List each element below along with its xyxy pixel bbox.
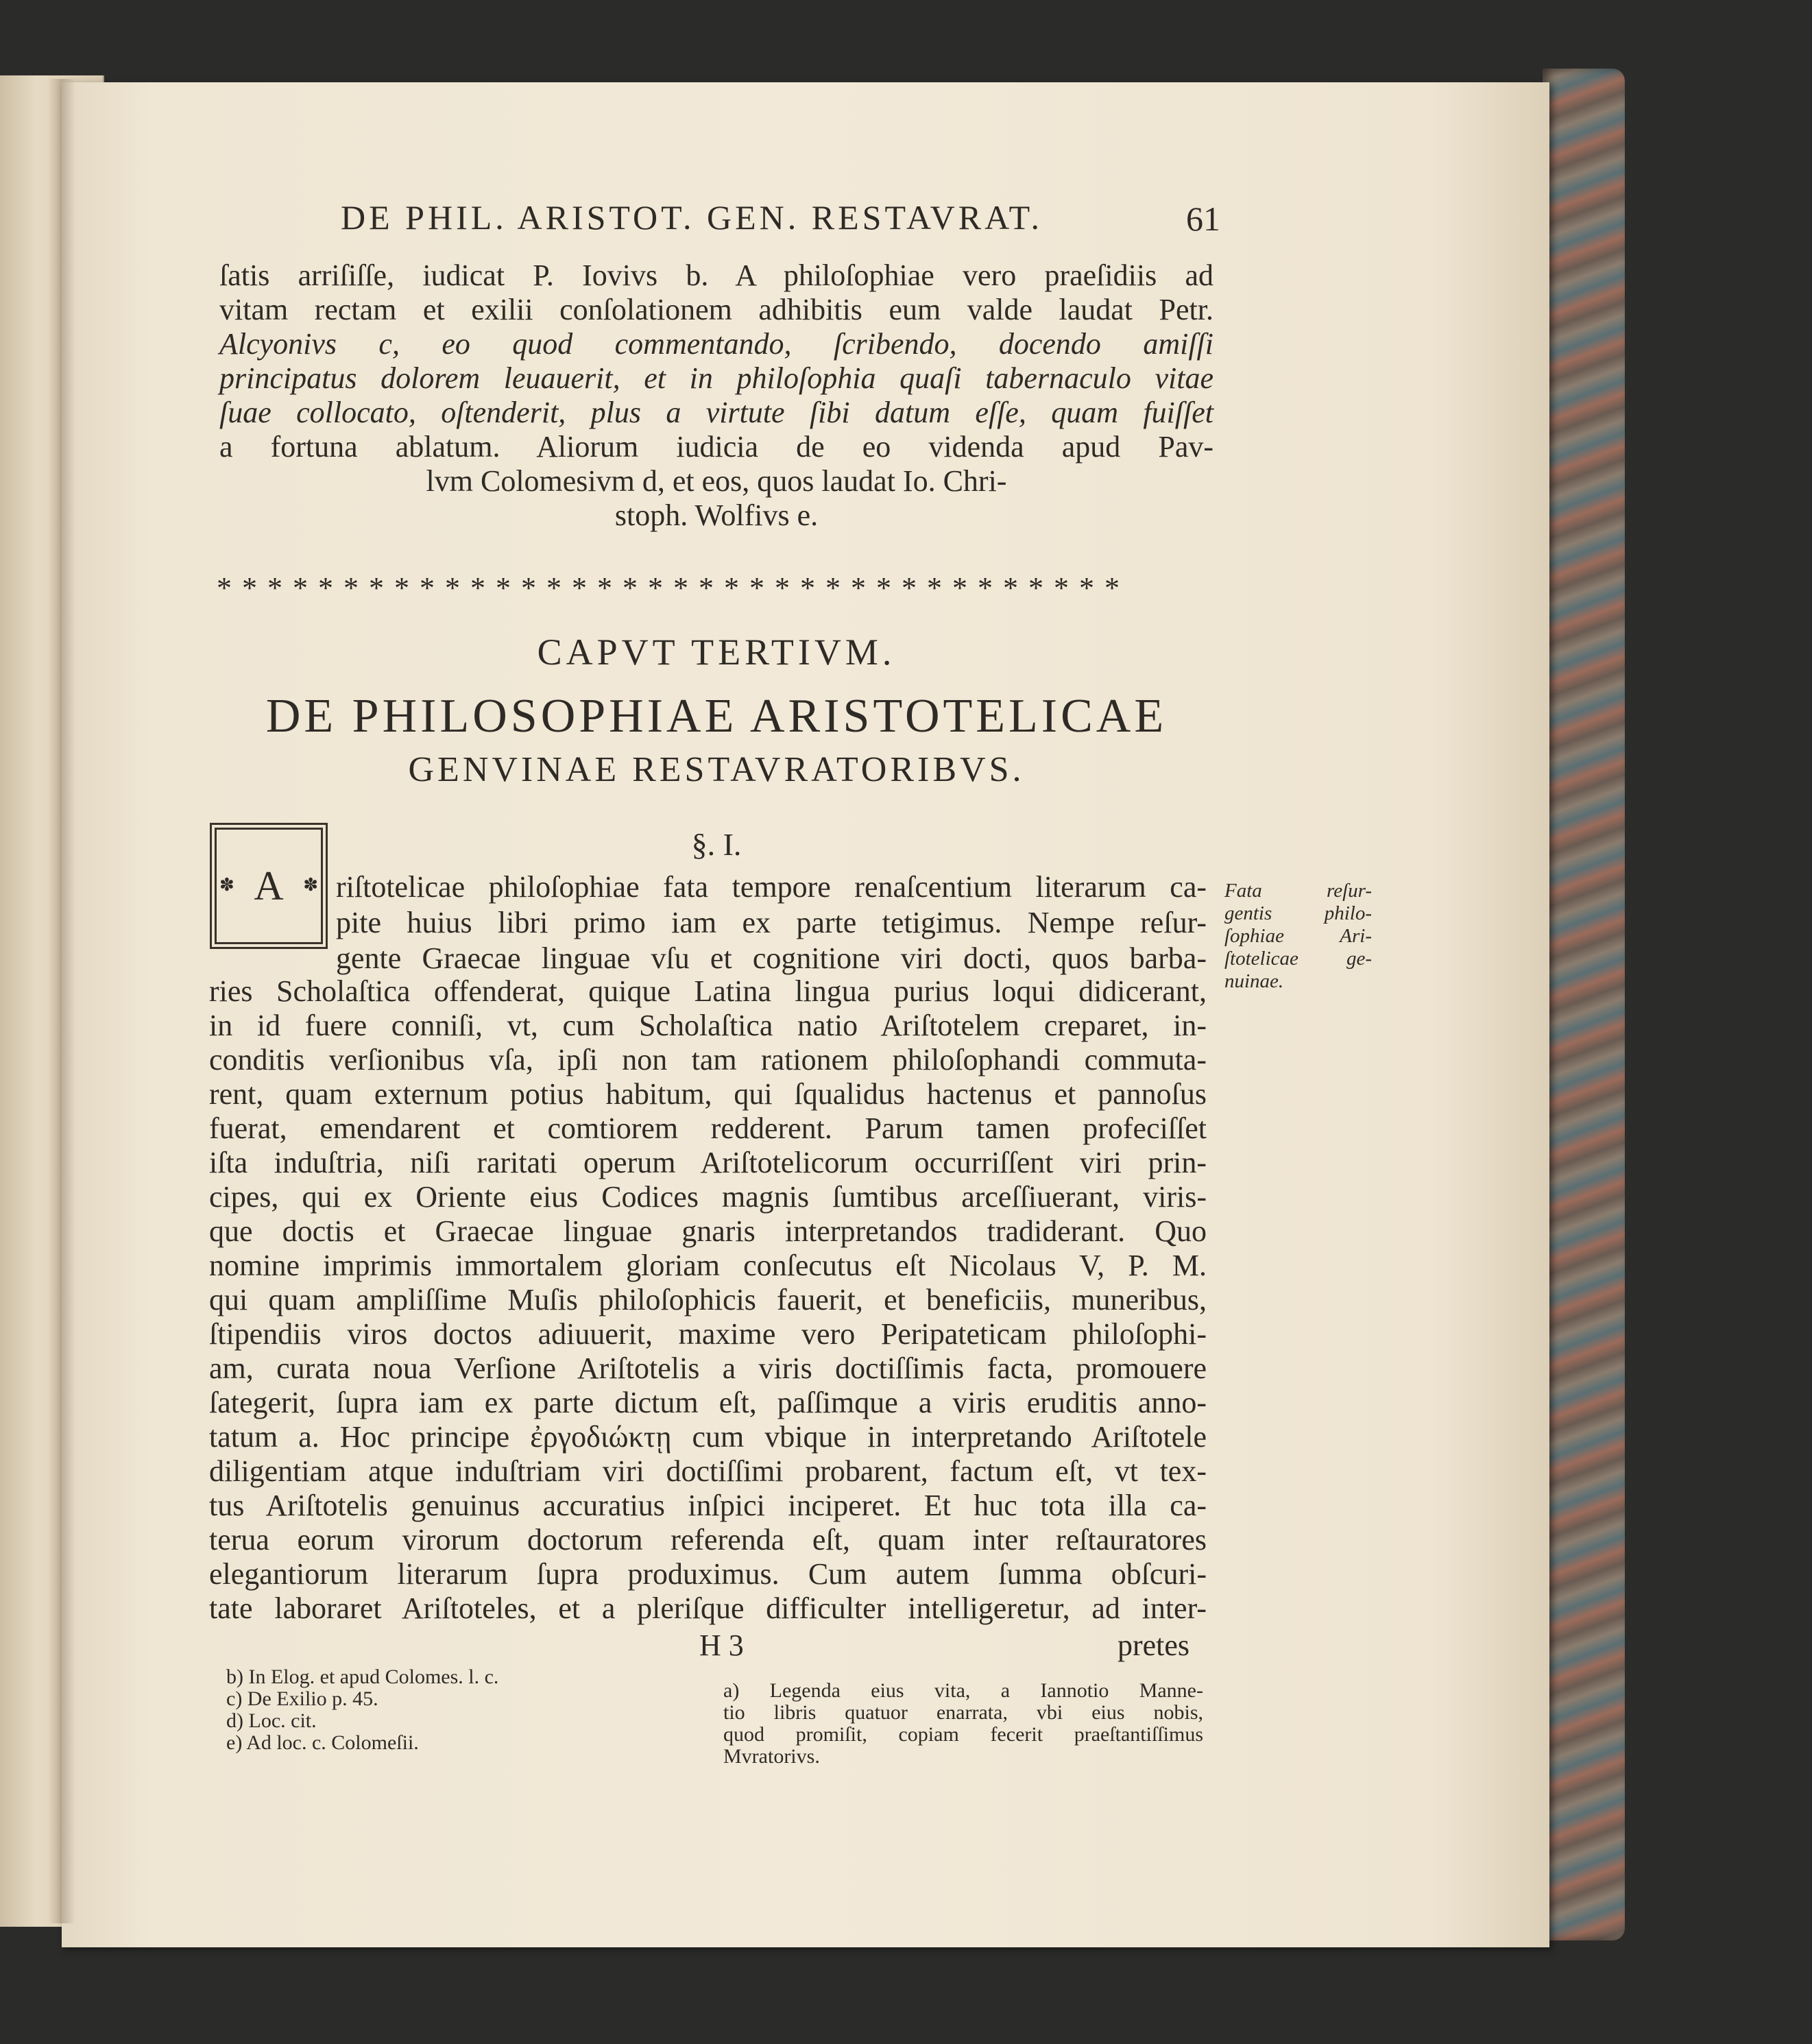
asterisk-separator: * * * * * * * * * * * * * * * * * * * * * * * * * * * * * * * * * * * *: [217, 571, 1121, 605]
marginal-note-line: Fata reſur-: [1224, 880, 1372, 902]
page-number: 61: [1186, 200, 1220, 238]
catchword: pretes: [1118, 1628, 1190, 1662]
text-line: a fortuna ablatum. Aliorum iudicia de eo videnda apud Pav-: [219, 430, 1213, 464]
footnote: e) Ad loc. c. Colomeſii.: [226, 1731, 419, 1754]
text-line: lvm Colomesivm d, et eos, quos laudat Io. Chri-: [426, 464, 1007, 498]
text-line: conditis verſionibus vſa, ipſi non tam rationem philoſophandi commuta-: [209, 1043, 1207, 1077]
text-line: ſategerit, ſupra iam ex parte dictum eſt, paſſimque a viris eruditis anno-: [209, 1386, 1207, 1419]
text-line: rent, quam externum potius habitum, qui ſqualidus hactenus et pannoſus: [209, 1077, 1207, 1111]
initial-letter: ✽ A: [254, 863, 284, 909]
text-line: nomine imprimis immortalem gloriam conſecutus eſt Nicolaus V, P. M.: [209, 1249, 1207, 1282]
running-head: DE PHIL. ARISTOT. GEN. RESTAVRAT.: [341, 198, 1043, 237]
footnote: b) In Elog. et apud Colomes. l. c.: [226, 1666, 499, 1688]
text-line: diligentiam atque induſtriam viri doctiſſimi probarent, factum eſt, vt tex-: [209, 1454, 1207, 1488]
footnote: d) Loc. cit.: [226, 1709, 317, 1732]
text-line: in id fuere conniſi, vt, cum Scholaſtica natio Ariſtotelem creparet, in-: [209, 1009, 1207, 1042]
text-line: fuerat, emendarent et comtiorem redderent. Parum tamen profeciſſet: [209, 1111, 1207, 1145]
text-line: riſtotelicae philoſophiae fata tempore renaſcentium literarum ca-: [336, 870, 1207, 904]
chapter-title-line-1: DE PHILOSOPHIAE ARISTOTELICAE: [265, 690, 1168, 743]
footnote: Mvratorivs.: [723, 1745, 820, 1768]
book-cover-edge: [1543, 69, 1625, 1940]
text-line: tatum a. Hoc principe ἐργοδιώκτῃ cum vbique in interpretando Ariſtotele: [209, 1420, 1207, 1454]
footnote: quod promiſit, copiam fecerit praeſtantiſſimus: [723, 1723, 1203, 1746]
signature-mark: H 3: [699, 1628, 744, 1662]
text-line: gente Graecae linguae vſu et cognitione viri docti, quos barba-: [336, 941, 1207, 975]
text-line: que doctis et Graecae linguae gnaris interpretandos tradiderant. Quo: [209, 1214, 1207, 1248]
footnote: tio libris quatuor enarrata, vbi eius nobis,: [723, 1701, 1203, 1724]
text-line: vitam rectam et exilii conſolationem adhibitis eum valde laudat Petr.: [219, 293, 1213, 326]
footnote: c) De Exilio p. 45.: [226, 1687, 378, 1710]
text-line: terua eorum virorum doctorum referenda eſt, quam inter reſtauratores: [209, 1523, 1207, 1556]
page-gutter-shadow: [48, 79, 75, 1923]
text-line: tus Ariſtotelis genuinus accuratius inſpici inciperet. Et huc tota illa ca-: [209, 1489, 1207, 1522]
text-line: am, curata noua Verſione Ariſtotelis a viris doctiſſimis facta, promouere: [209, 1351, 1207, 1385]
text-line: qui quam ampliſſime Muſis philoſophicis fauerit, et beneficiis, muneribus,: [209, 1283, 1207, 1316]
text-line: Alcyonivs c, eo quod commentando, ſcribendo, docendo amiſſi: [219, 327, 1213, 361]
chapter-label: CAPVT TERTIVM.: [537, 632, 896, 673]
marginal-note-line: ſtotelicae ge-: [1224, 948, 1372, 970]
marginal-note-line: ſophiae Ari-: [1224, 925, 1372, 947]
text-line: tate laboraret Ariſtoteles, et a pleriſque difficulter intelligeretur, ad inter-: [209, 1591, 1207, 1625]
ornamental-initial: [210, 823, 328, 949]
text-line: principatus dolorem leuauerit, et in philoſophia quaſi tabernaculo vitae: [219, 361, 1213, 395]
text-line: ſuae collocato, oſtenderit, plus a virtute ſibi datum eſſe, quam fuiſſet: [219, 396, 1213, 429]
text-line: ſatis arriſiſſe, iudicat P. Iovivs b. A philoſophiae vero praeſidiis ad: [219, 258, 1213, 292]
footnotes-left: [226, 1666, 498, 1754]
marginal-note-line: gentis philo-: [1224, 902, 1372, 924]
text-line: cipes, qui ex Oriente eius Codices magnis ſumtibus arceſſiuerant, viris-: [209, 1180, 1207, 1214]
text-line: ſtipendiis viros doctos adiuuerit, maxime vero Peripateticam philoſophi-: [209, 1317, 1207, 1351]
footnotes-right: [723, 1680, 1203, 1768]
text-line: iſta induſtria, niſi raritati operum Ariſtotelicorum occurriſſent viri prin-: [209, 1146, 1207, 1179]
text-line: ries Scholaſtica offenderat, quique Latina lingua purius loqui didicerant,: [209, 974, 1207, 1008]
footnote: a) Legenda eius vita, a Iannotio Manne-: [723, 1679, 1203, 1702]
section-mark: §. I.: [691, 827, 742, 862]
text-line: stoph. Wolfivs e.: [614, 498, 819, 532]
text-line: elegantiorum literarum ſupra produximus. Cum autem ſumma obſcuri-: [209, 1557, 1207, 1591]
marginal-note: [1224, 880, 1372, 993]
text-line: pite huius libri primo iam ex parte tetigimus. Nempe reſur-: [336, 906, 1207, 939]
chapter-title-line-2: GENVINAE RESTAVRATORIBVS.: [408, 750, 1025, 789]
marginal-note-line: nuinae.: [1224, 970, 1284, 992]
